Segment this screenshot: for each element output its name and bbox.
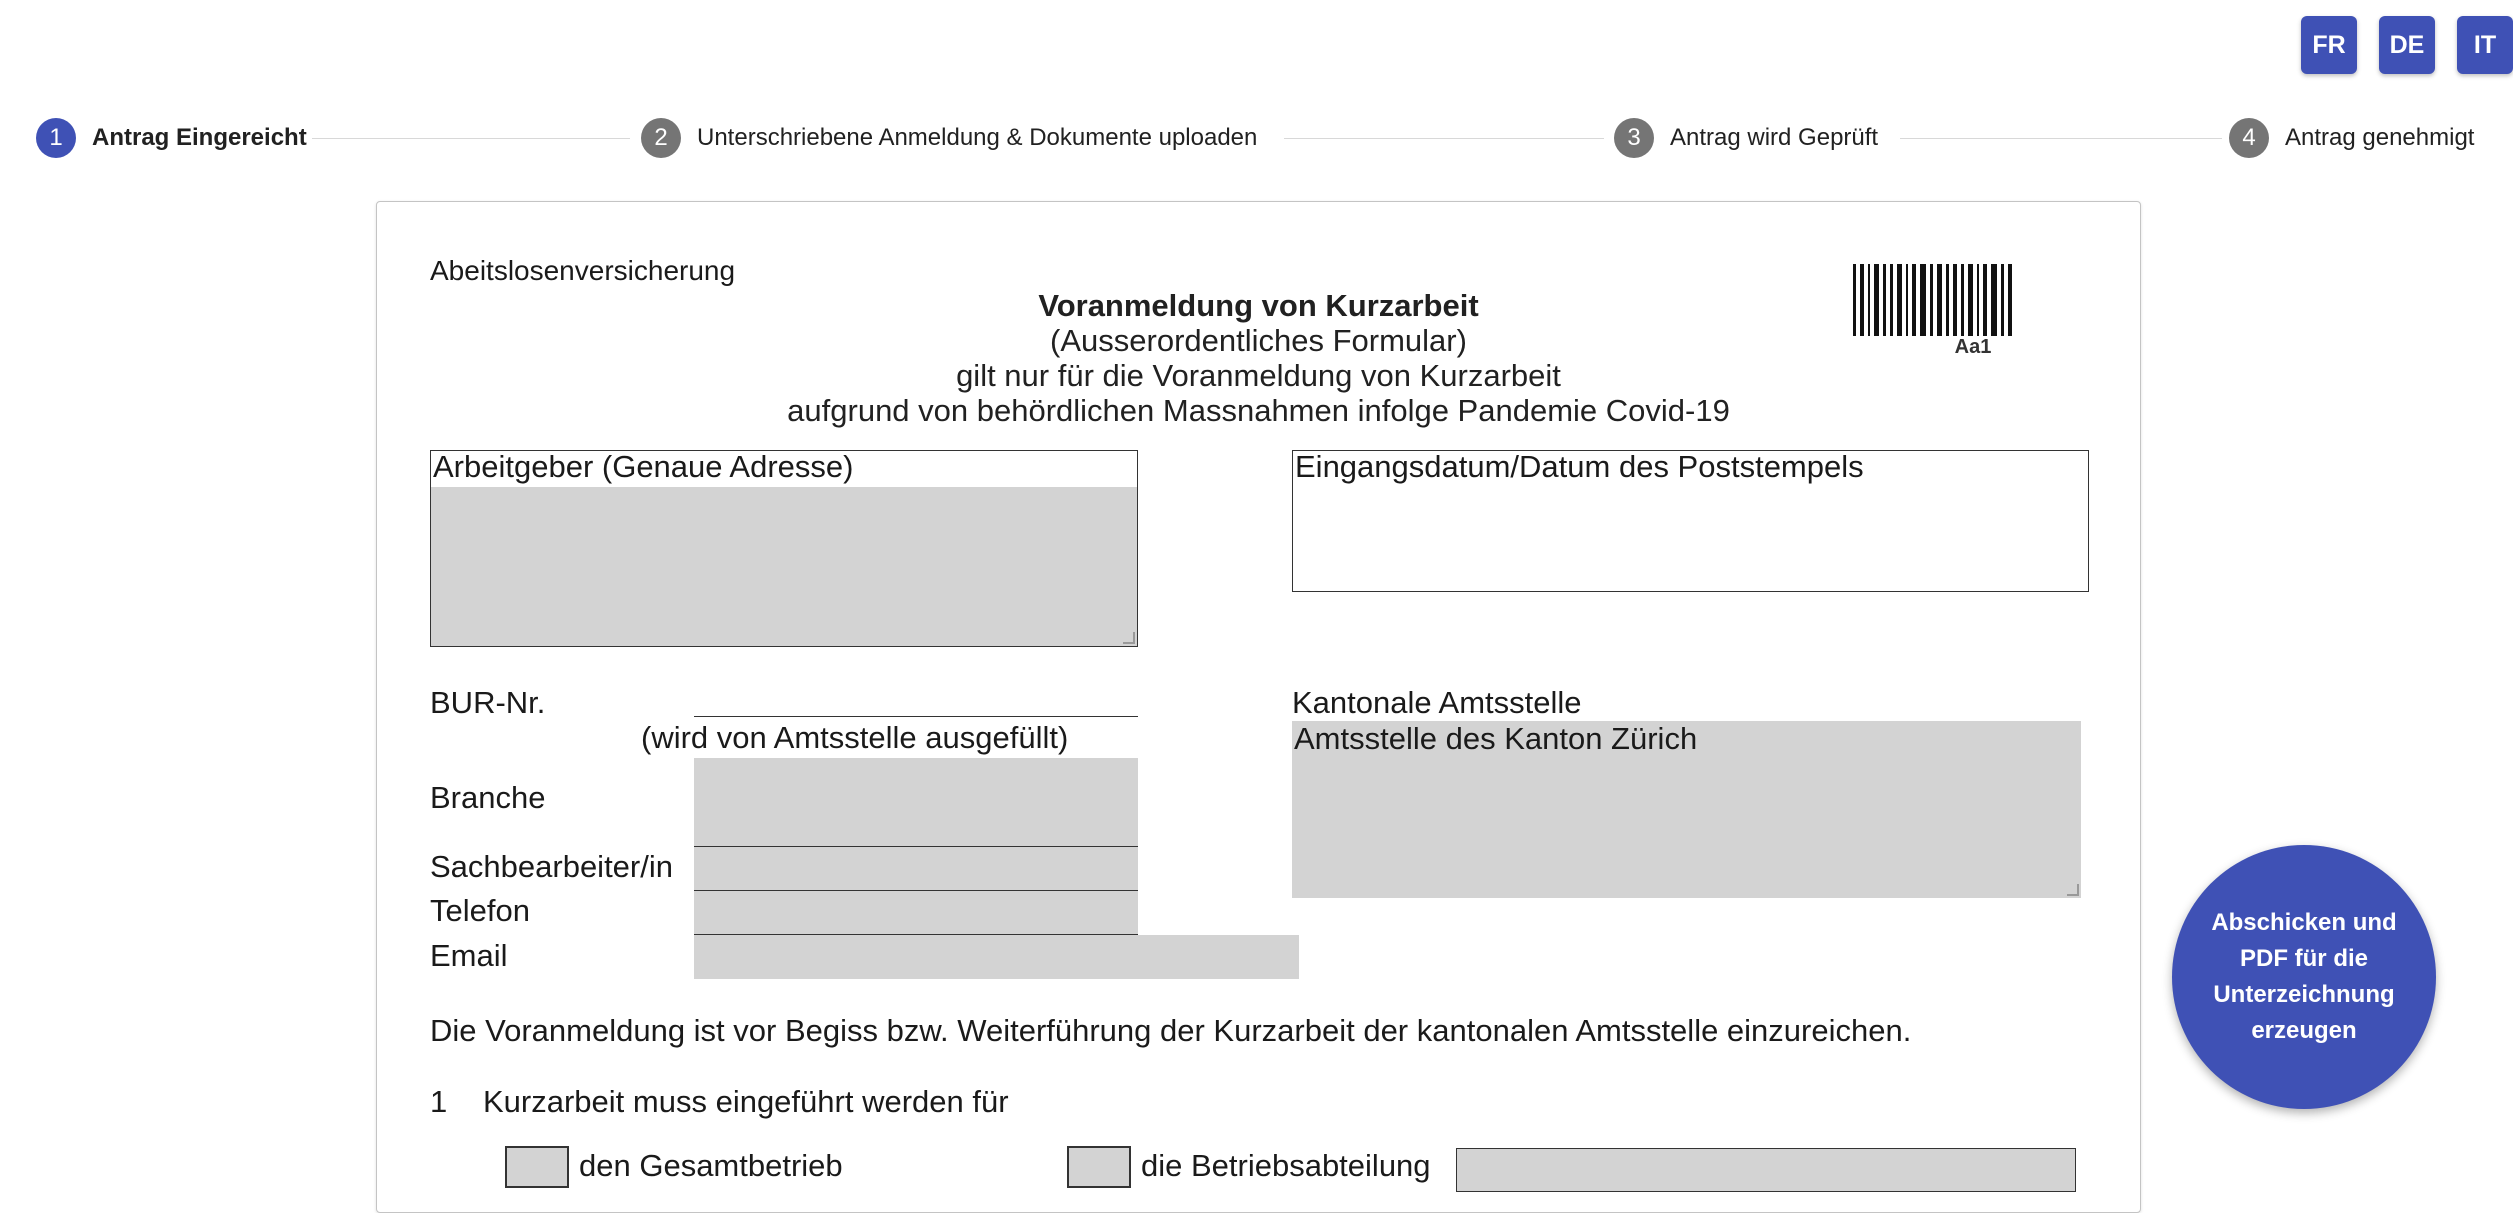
- form-subtitle-3: aufgrund von behördlichen Massnahmen infolge Pandemie Covid-19: [787, 393, 1730, 428]
- step-2: [641, 116, 1257, 160]
- step-number-badge: 1: [36, 118, 76, 158]
- employer-address-label: Arbeitgeber (Genaue Adresse): [433, 449, 854, 484]
- sachbearbeiter-input[interactable]: [694, 847, 1138, 891]
- form-subtitle-2: gilt nur für die Voranmeldung von Kurzarbeit: [956, 358, 1561, 393]
- barcode: [1853, 264, 2093, 359]
- receipt-date-label: Eingangsdatum/Datum des Poststempels: [1295, 449, 1864, 484]
- form-subtitle-1: (Ausserordentliches Formular): [1050, 323, 1467, 358]
- employer-address-box: [430, 450, 1138, 647]
- email-input[interactable]: [694, 935, 1299, 979]
- branche-label: Branche: [430, 780, 546, 815]
- section-1-number: 1: [430, 1084, 448, 1119]
- language-button-it[interactable]: IT: [2457, 16, 2513, 74]
- gesamtbetrieb-checkbox[interactable]: [505, 1146, 569, 1188]
- step-label: Antrag wird Geprüft: [1670, 124, 1879, 151]
- step-label: Antrag genehmigt: [2285, 124, 2475, 151]
- kantonale-label: Kantonale Amtsstelle: [1292, 685, 1582, 720]
- progress-stepper: [0, 116, 2513, 160]
- step-connector: [1284, 138, 1604, 139]
- step-4: [2229, 116, 2474, 160]
- resize-grip-icon[interactable]: [2067, 884, 2079, 896]
- bur-label: BUR-Nr.: [430, 685, 546, 720]
- step-1: [36, 116, 307, 160]
- step-label: Unterschriebene Anmeldung & Dokumente uploaden: [697, 124, 1258, 151]
- step-label: Antrag Eingereicht: [92, 124, 307, 151]
- branche-input[interactable]: [694, 758, 1138, 847]
- gesamtbetrieb-label: den Gesamtbetrieb: [579, 1148, 843, 1183]
- kantonale-input[interactable]: [1292, 721, 2081, 898]
- form-title: Voranmeldung von Kurzarbeit: [1038, 288, 1479, 323]
- telefon-label: Telefon: [430, 893, 530, 928]
- step-connector: [312, 138, 630, 139]
- resize-grip-icon[interactable]: [1123, 632, 1135, 644]
- step-number-badge: 2: [641, 118, 681, 158]
- form-card: [376, 201, 2141, 1213]
- betriebsabteilung-label: die Betriebsabteilung: [1141, 1148, 1431, 1183]
- step-number-badge: 4: [2229, 118, 2269, 158]
- bur-note: (wird von Amtsstelle ausgefüllt): [641, 720, 1069, 755]
- insurance-header: Abeitslosenversicherung: [430, 255, 736, 286]
- step-number-badge: 3: [1614, 118, 1654, 158]
- language-button-de[interactable]: DE: [2379, 16, 2435, 74]
- betriebsabteilung-checkbox[interactable]: [1067, 1146, 1131, 1188]
- betriebsabteilung-input[interactable]: [1456, 1148, 2076, 1192]
- barcode-icon: [1853, 264, 2093, 336]
- instruction-text: Die Voranmeldung ist vor Begiss bzw. Weiterführung der Kurzarbeit der kantonalen Amtsstelle einzureichen.: [430, 1013, 1912, 1048]
- bur-input[interactable]: [694, 684, 1138, 717]
- submit-generate-pdf-button[interactable]: Abschicken und PDF für die Unterzeichnung erzeugen: [2172, 845, 2436, 1109]
- receipt-date-box: [1292, 450, 2089, 592]
- barcode-text: Aa1: [1954, 336, 1992, 358]
- step-connector: [1900, 138, 2222, 139]
- sachbearbeiter-label: Sachbearbeiter/in: [430, 849, 673, 884]
- language-button-fr[interactable]: FR: [2301, 16, 2357, 74]
- email-label: Email: [430, 938, 508, 973]
- kantonale-value: Amtsstelle des Kanton Zürich: [1294, 721, 1698, 756]
- telefon-input[interactable]: [694, 891, 1138, 935]
- section-1-label: Kurzarbeit muss eingeführt werden für: [483, 1084, 1009, 1119]
- employer-address-input[interactable]: [431, 487, 1137, 646]
- step-3: [1614, 116, 1878, 160]
